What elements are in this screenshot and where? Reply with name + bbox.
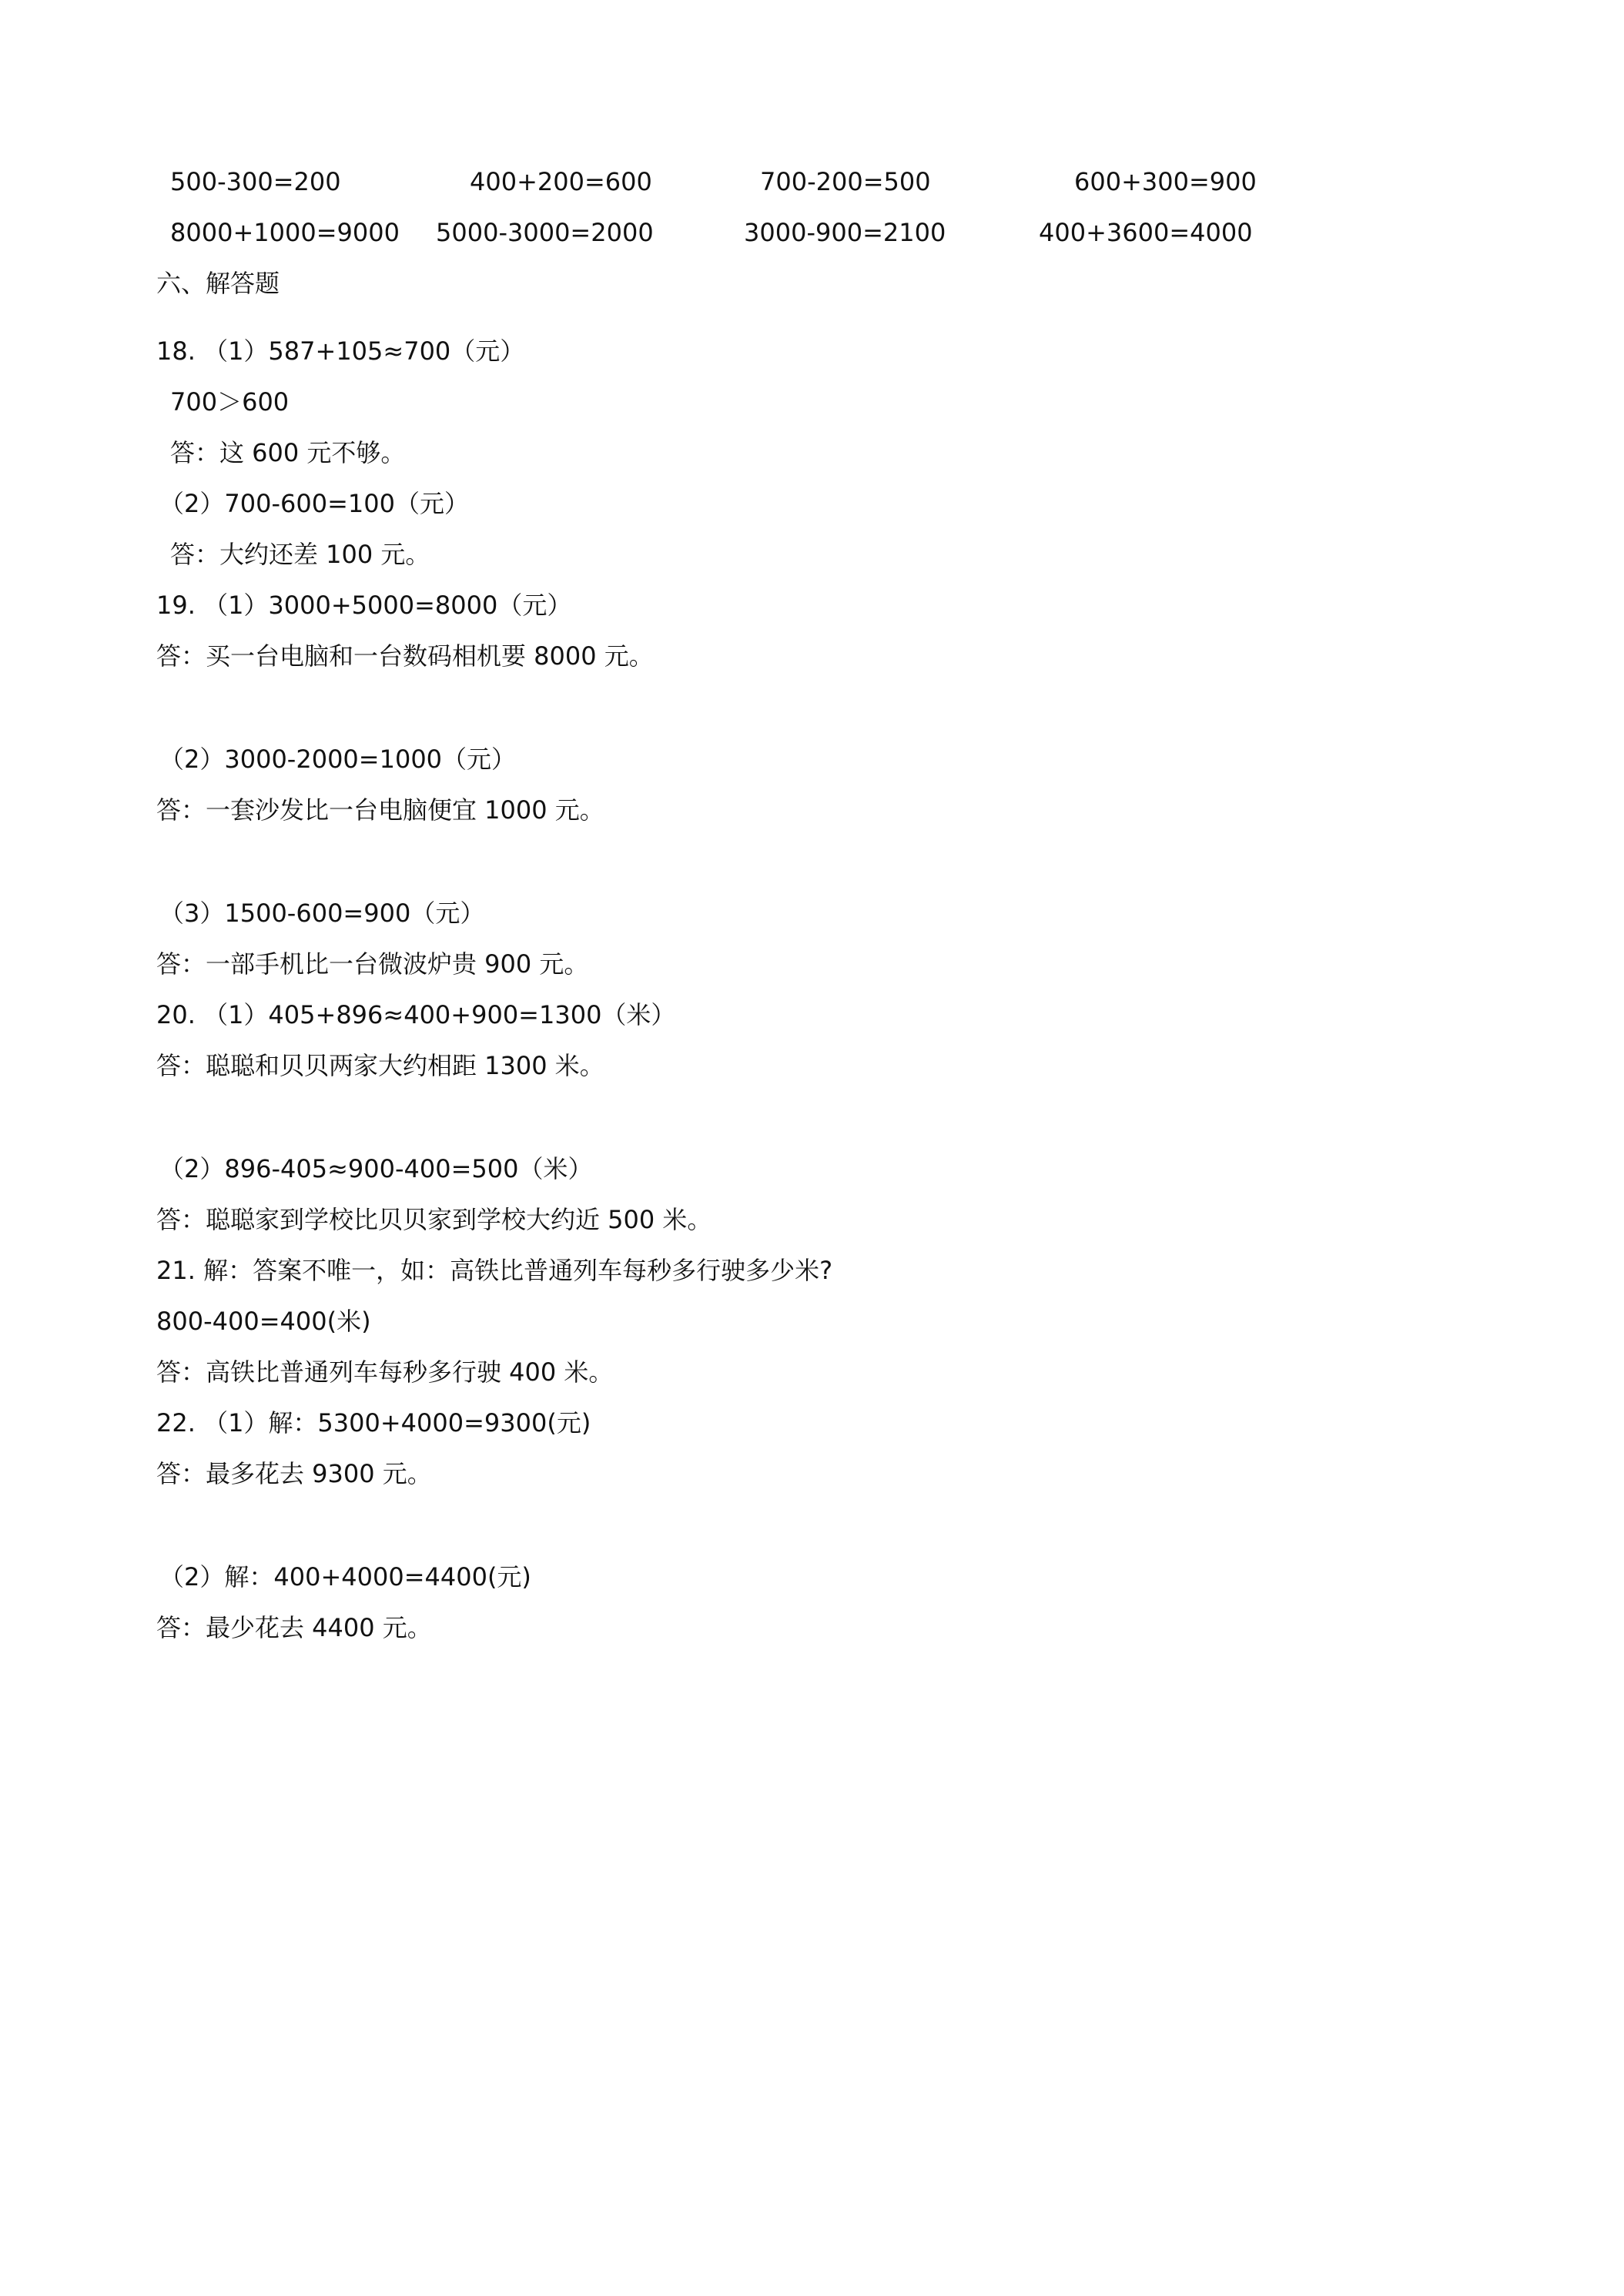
calc-item: 400+3600=4000 (1039, 218, 1253, 247)
calc-item: 8000+1000=9000 (170, 218, 400, 247)
answer-line: （2）3000-2000=1000（元） (159, 745, 517, 774)
answer-line: （3）1500-600=900（元） (159, 899, 485, 928)
calc-row (0, 166, 1624, 197)
calc-item: 700-200=500 (760, 167, 931, 196)
calc-item: 3000-900=2100 (744, 218, 946, 247)
calc-item: 500-300=200 (170, 167, 341, 196)
section-title: 六、解答题 (156, 269, 280, 298)
answer-line: （2）解：400+4000=4400(元) (159, 1562, 531, 1591)
answer-line: 答：最多花去 9300 元。 (156, 1459, 432, 1488)
answer-line: 22. （1）解：5300+4000=9300(元) (156, 1408, 591, 1438)
answer-line: 答：大约还差 100 元。 (170, 540, 430, 569)
answer-line: 答：高铁比普通列车每秒多行驶 400 米。 (156, 1357, 614, 1387)
calc-item: 600+300=900 (1074, 167, 1257, 196)
calc-row (0, 217, 1624, 248)
answer-line: 答：一套沙发比一台电脑便宜 1000 元。 (156, 795, 604, 825)
answer-line: 19. （1）3000+5000=8000（元） (156, 591, 572, 620)
answer-line: （2）896-405≈900-400=500（米） (159, 1154, 593, 1183)
answer-line: 答：买一台电脑和一台数码相机要 8000 元。 (156, 641, 654, 671)
answer-line: 答：聪聪和贝贝两家大约相距 1300 米。 (156, 1051, 604, 1080)
calc-item: 400+200=600 (470, 167, 652, 196)
answer-line: 18. （1）587+105≈700（元） (156, 336, 525, 366)
answer-line: 20. （1）405+896≈400+900=1300（米） (156, 1000, 676, 1029)
answer-line: （2）700-600=100（元） (159, 489, 469, 518)
answer-line: 700＞600 (170, 387, 290, 417)
calc-item: 5000-3000=2000 (436, 218, 654, 247)
answer-line: 答：最少花去 4400 元。 (156, 1613, 432, 1642)
answer-line: 21. 解：答案不唯一，如：高铁比普通列车每秒多行驶多少米? (156, 1256, 833, 1285)
answer-line: 800-400=400(米) (156, 1307, 371, 1336)
answer-line: 答：这 600 元不够。 (170, 438, 406, 467)
answer-line: 答：聪聪家到学校比贝贝家到学校大约近 500 米。 (156, 1205, 712, 1234)
answer-line: 答：一部手机比一台微波炉贵 900 元。 (156, 949, 589, 979)
